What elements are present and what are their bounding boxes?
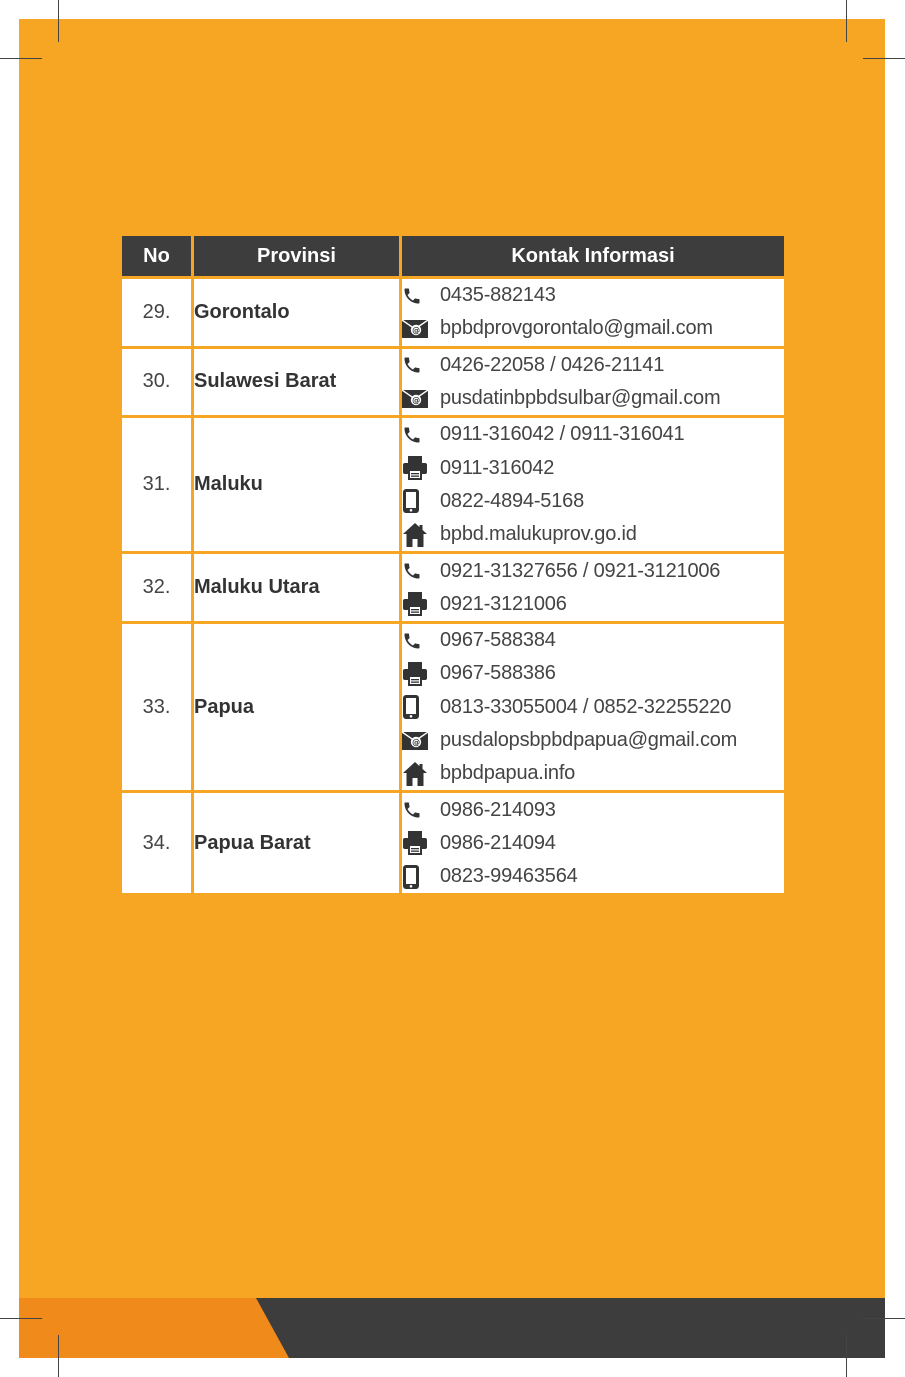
contact-line — [402, 485, 784, 518]
contact-text: bpbdprovgorontalo@gmail.com — [440, 317, 713, 340]
header-province: Provinsi — [194, 236, 399, 276]
contact-text: pusdatinbpbdsulbar@gmail.com — [440, 387, 721, 410]
svg-text:@: @ — [412, 325, 420, 335]
table-row — [122, 793, 784, 893]
row-number: 32. — [122, 554, 191, 621]
phone-icon — [402, 559, 428, 583]
province-name: Papua Barat — [194, 793, 399, 893]
contact-text: 0921-3121006 — [440, 592, 567, 615]
phone-icon — [402, 629, 428, 653]
fax-icon — [402, 456, 428, 480]
fax-icon — [402, 592, 428, 616]
header-contact: Kontak Informasi — [402, 236, 784, 276]
contact-text: 0813-33055004 / 0852-32255220 — [440, 695, 732, 718]
crop-mark — [863, 58, 905, 59]
contact-text: 0967-588384 — [440, 629, 556, 652]
row-number: 30. — [122, 349, 191, 416]
contact-line — [402, 418, 784, 451]
crop-mark — [846, 1335, 847, 1377]
contact-line — [402, 312, 784, 345]
fax-icon — [402, 831, 428, 855]
contact-cell — [402, 418, 784, 551]
contact-line — [402, 554, 784, 587]
contact-line — [402, 793, 784, 826]
email-icon — [402, 387, 428, 411]
contact-line — [402, 657, 784, 690]
crop-mark — [863, 1318, 905, 1319]
home-icon — [402, 523, 428, 547]
contact-text: 0986-214094 — [440, 831, 556, 854]
phone-icon — [402, 353, 428, 377]
table-body — [122, 279, 784, 893]
row-number: 33. — [122, 624, 191, 790]
mobile-icon — [402, 865, 428, 889]
crop-mark — [58, 0, 59, 42]
contact-text: 0921-31327656 / 0921-3121006 — [440, 559, 721, 582]
contact-line — [402, 827, 784, 860]
contact-line — [402, 518, 784, 551]
mobile-icon — [402, 695, 428, 719]
row-number: 29. — [122, 279, 191, 346]
contact-line — [402, 279, 784, 312]
contact-line — [402, 624, 784, 657]
crop-mark — [0, 58, 42, 59]
contact-text: 0426-22058 / 0426-21141 — [440, 353, 665, 376]
province-name: Papua — [194, 624, 399, 790]
contact-text: pusdalopsbpbdpapua@gmail.com — [440, 729, 738, 751]
contact-line — [402, 724, 784, 757]
contact-line — [402, 757, 784, 790]
contact-text: 0911-316042 — [440, 456, 555, 479]
row-number: 31. — [122, 418, 191, 551]
phone-icon — [402, 798, 428, 822]
fax-icon — [402, 662, 428, 686]
contact-text: bpbdpapua.info — [440, 762, 576, 785]
contact-text: 0986-214093 — [440, 798, 556, 821]
contact-cell — [402, 349, 784, 416]
home-icon — [402, 762, 428, 786]
table-row — [122, 418, 784, 551]
contact-text: 0822-4894-5168 — [440, 489, 584, 512]
contact-line — [402, 691, 784, 724]
table-row — [122, 279, 784, 346]
table-row — [122, 554, 784, 621]
contact-text: 0823-99463564 — [440, 865, 578, 888]
contact-table — [119, 233, 787, 896]
province-name: Gorontalo — [194, 279, 399, 346]
table-row — [122, 349, 784, 416]
contact-line — [402, 588, 784, 621]
row-number: 34. — [122, 793, 191, 893]
phone-icon — [402, 423, 428, 447]
contact-text: 0435-882143 — [440, 284, 556, 307]
province-name: Maluku — [194, 418, 399, 551]
contact-cell — [402, 793, 784, 893]
mobile-icon — [402, 489, 428, 513]
province-name: Maluku Utara — [194, 554, 399, 621]
contact-cell — [402, 554, 784, 621]
table-header-row — [122, 236, 784, 276]
contact-text: 0911-316042 / 0911-316041 — [440, 423, 685, 446]
table-row — [122, 624, 784, 790]
contact-line — [402, 860, 784, 893]
contact-text: 0967-588386 — [440, 662, 556, 685]
contact-text: bpbd.malukuprov.go.id — [440, 523, 637, 546]
province-name: Sulawesi Barat — [194, 349, 399, 416]
email-icon — [402, 729, 428, 753]
contact-line — [402, 349, 784, 382]
svg-text:@: @ — [412, 395, 420, 405]
contact-cell — [402, 624, 784, 790]
crop-mark — [0, 1318, 42, 1319]
contact-line — [402, 451, 784, 484]
svg-text:@: @ — [412, 737, 420, 747]
crop-mark — [58, 1335, 59, 1377]
phone-icon — [402, 284, 428, 308]
header-no: No — [122, 236, 191, 276]
crop-mark — [846, 0, 847, 42]
contact-cell — [402, 279, 784, 346]
email-icon — [402, 317, 428, 341]
contact-line — [402, 382, 784, 415]
